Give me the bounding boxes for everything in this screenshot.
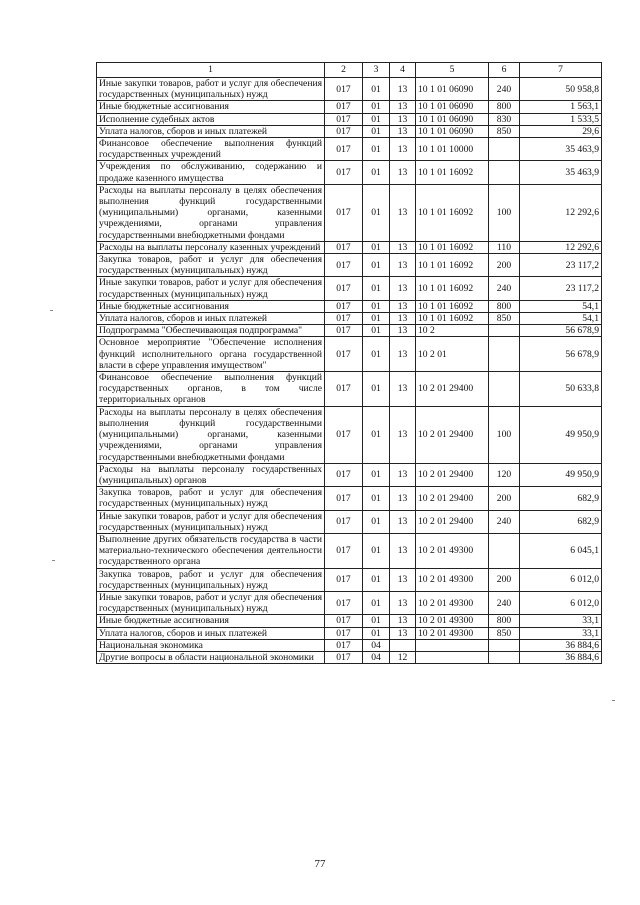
row-target-article: 10 1 01 10000 [416, 138, 489, 161]
row-amount: 1 533,5 [520, 113, 602, 125]
row-subsection: 13 [390, 277, 416, 300]
row-section: 01 [363, 138, 390, 161]
row-code: 017 [325, 313, 363, 325]
table-row [97, 125, 602, 137]
table-body [97, 78, 602, 664]
row-amount: 36 884,6 [520, 651, 602, 663]
row-amount: 12 292,6 [520, 184, 602, 241]
row-expense-type: 830 [489, 113, 520, 125]
row-subsection: 13 [390, 254, 416, 277]
row-expense-type: 240 [489, 78, 520, 101]
row-subsection: 13 [390, 241, 416, 253]
row-amount: 33,1 [520, 627, 602, 639]
row-name: Уплата налогов, сборов и иных платежей [97, 627, 325, 639]
row-subsection [390, 639, 416, 651]
row-amount: 54,1 [520, 300, 602, 312]
row-section: 01 [363, 463, 390, 486]
row-section: 04 [363, 651, 390, 663]
row-code: 017 [325, 651, 363, 663]
row-code: 017 [325, 241, 363, 253]
row-expense-type: 240 [489, 277, 520, 300]
row-target-article [416, 639, 489, 651]
row-name: Закупка товаров, работ и услуг для обеспечения государственных (муниципальных) нужд [97, 568, 325, 591]
row-amount: 54,1 [520, 313, 602, 325]
row-name: Национальная экономика [97, 639, 325, 651]
table-row [97, 184, 602, 241]
row-subsection: 13 [390, 113, 416, 125]
row-section: 04 [363, 639, 390, 651]
row-expense-type [489, 372, 520, 407]
row-amount: 682,9 [520, 487, 602, 510]
table-row [97, 533, 602, 568]
row-expense-type: 850 [489, 627, 520, 639]
row-subsection: 13 [390, 325, 416, 337]
table-row [97, 337, 602, 372]
row-name: Иные бюджетные ассигнования [97, 101, 325, 113]
row-name: Иные закупки товаров, работ и услуг для обеспечения государственных (муниципальных) нужд [97, 277, 325, 300]
row-target-article: 10 2 01 49300 [416, 568, 489, 591]
row-section: 01 [363, 406, 390, 463]
row-section: 01 [363, 300, 390, 312]
row-amount: 29,6 [520, 125, 602, 137]
row-expense-type: 240 [489, 510, 520, 533]
row-expense-type: 100 [489, 406, 520, 463]
row-subsection: 13 [390, 591, 416, 614]
row-expense-type [489, 639, 520, 651]
column-header: 5 [416, 63, 489, 78]
row-name: Расходы на выплаты персоналу в целях обеспечения выполнения функций государственными (муниципальными) органами, казенными учреждениями, органами управления государственными внебюджетными фондами [97, 184, 325, 241]
row-subsection: 13 [390, 627, 416, 639]
row-subsection: 13 [390, 487, 416, 510]
row-amount: 49 950,9 [520, 463, 602, 486]
table-row [97, 78, 602, 101]
row-target-article: 10 1 01 16092 [416, 300, 489, 312]
table-row [97, 463, 602, 486]
row-expense-type [489, 533, 520, 568]
row-amount: 35 463,9 [520, 161, 602, 184]
table-row [97, 591, 602, 614]
row-amount: 56 678,9 [520, 337, 602, 372]
table-row [97, 241, 602, 253]
row-code: 017 [325, 125, 363, 137]
table-header-row [97, 63, 602, 78]
row-amount: 50 958,8 [520, 78, 602, 101]
row-subsection: 12 [390, 651, 416, 663]
row-target-article: 10 2 01 29400 [416, 510, 489, 533]
row-expense-type [489, 337, 520, 372]
row-section: 01 [363, 487, 390, 510]
row-expense-type: 850 [489, 313, 520, 325]
row-expense-type: 110 [489, 241, 520, 253]
row-name: Расходы на выплаты персоналу казенных учреждений [97, 241, 325, 253]
row-expense-type: 100 [489, 184, 520, 241]
row-section: 01 [363, 113, 390, 125]
row-name: Расходы на выплаты персоналу государственных (муниципальных) органов [97, 463, 325, 486]
table-row [97, 300, 602, 312]
row-target-article: 10 2 01 49300 [416, 615, 489, 627]
row-target-article: 10 1 01 16092 [416, 254, 489, 277]
row-expense-type: 800 [489, 300, 520, 312]
row-amount: 682,9 [520, 510, 602, 533]
table-row [97, 568, 602, 591]
row-amount: 1 563,1 [520, 101, 602, 113]
row-code: 017 [325, 533, 363, 568]
row-subsection: 13 [390, 184, 416, 241]
row-target-article: 10 1 01 06090 [416, 78, 489, 101]
row-code: 017 [325, 138, 363, 161]
table-row [97, 254, 602, 277]
row-target-article: 10 2 01 49300 [416, 533, 489, 568]
row-target-article: 10 1 01 16092 [416, 184, 489, 241]
table-row [97, 161, 602, 184]
row-subsection: 13 [390, 406, 416, 463]
row-name: Финансовое обеспечение выполнения функций государственных учреждений [97, 138, 325, 161]
row-amount: 6 045,1 [520, 533, 602, 568]
row-target-article: 10 2 01 29400 [416, 487, 489, 510]
table-row [97, 277, 602, 300]
row-expense-type: 240 [489, 591, 520, 614]
row-name: Финансовое обеспечение выполнения функций государственных органов, в том числе территориальных органов [97, 372, 325, 407]
row-amount: 35 463,9 [520, 138, 602, 161]
row-section: 01 [363, 241, 390, 253]
row-code: 017 [325, 591, 363, 614]
row-name: Подпрограмма "Обеспечивающая подпрограмма" [97, 325, 325, 337]
row-subsection: 13 [390, 313, 416, 325]
column-header: 4 [390, 63, 416, 78]
row-subsection: 13 [390, 138, 416, 161]
row-name: Закупка товаров, работ и услуг для обеспечения государственных (муниципальных) нужд [97, 254, 325, 277]
row-code: 017 [325, 510, 363, 533]
row-name: Иные закупки товаров, работ и услуг для обеспечения государственных (муниципальных) нужд [97, 510, 325, 533]
row-subsection: 13 [390, 372, 416, 407]
row-target-article: 10 2 01 29400 [416, 463, 489, 486]
row-name: Уплата налогов, сборов и иных платежей [97, 125, 325, 137]
row-target-article: 10 1 01 16092 [416, 277, 489, 300]
row-section: 01 [363, 277, 390, 300]
row-name: Иные закупки товаров, работ и услуг для обеспечения государственных (муниципальных) нужд [97, 78, 325, 101]
row-target-article: 10 1 01 06090 [416, 113, 489, 125]
row-target-article: 10 2 01 49300 [416, 627, 489, 639]
row-section: 01 [363, 372, 390, 407]
budget-table [96, 62, 602, 664]
row-name: Другие вопросы в области национальной экономики [97, 651, 325, 663]
row-name: Иные бюджетные ассигнования [97, 615, 325, 627]
row-code: 017 [325, 78, 363, 101]
row-target-article: 10 2 01 [416, 337, 489, 372]
row-amount: 6 012,0 [520, 568, 602, 591]
row-target-article: 10 2 01 29400 [416, 372, 489, 407]
column-header: 3 [363, 63, 390, 78]
table-row [97, 651, 602, 663]
row-code: 017 [325, 254, 363, 277]
scan-speck [50, 310, 53, 311]
row-section: 01 [363, 78, 390, 101]
row-target-article: 10 1 01 06090 [416, 101, 489, 113]
row-section: 01 [363, 337, 390, 372]
table-row [97, 639, 602, 651]
row-section: 01 [363, 568, 390, 591]
row-amount: 50 633,8 [520, 372, 602, 407]
row-target-article: 10 2 01 49300 [416, 591, 489, 614]
row-subsection: 13 [390, 78, 416, 101]
row-section: 01 [363, 313, 390, 325]
row-name: Расходы на выплаты персоналу в целях обеспечения выполнения функций государственными (муниципальными) органами, казенными учреждениями, органами управления государственными внебюджетными фондами [97, 406, 325, 463]
row-amount: 6 012,0 [520, 591, 602, 614]
row-amount: 56 678,9 [520, 325, 602, 337]
row-code: 017 [325, 406, 363, 463]
row-section: 01 [363, 325, 390, 337]
row-amount: 23 117,2 [520, 254, 602, 277]
column-header: 1 [97, 63, 325, 78]
row-subsection: 13 [390, 568, 416, 591]
table-row [97, 487, 602, 510]
row-subsection: 13 [390, 337, 416, 372]
row-target-article: 10 1 01 16092 [416, 313, 489, 325]
row-amount: 49 950,9 [520, 406, 602, 463]
row-subsection: 13 [390, 615, 416, 627]
scan-speck [612, 700, 615, 701]
row-section: 01 [363, 254, 390, 277]
row-code: 017 [325, 627, 363, 639]
row-target-article: 10 1 01 16092 [416, 161, 489, 184]
row-section: 01 [363, 101, 390, 113]
row-subsection: 13 [390, 510, 416, 533]
row-subsection: 13 [390, 161, 416, 184]
table-row [97, 313, 602, 325]
row-expense-type: 800 [489, 101, 520, 113]
table-row [97, 406, 602, 463]
row-code: 017 [325, 337, 363, 372]
row-target-article: 10 2 [416, 325, 489, 337]
row-code: 017 [325, 372, 363, 407]
row-name: Выполнение других обязательств государства в части материально-технического обеспечения деятельности государственного органа [97, 533, 325, 568]
row-expense-type [489, 651, 520, 663]
row-target-article: 10 2 01 29400 [416, 406, 489, 463]
row-section: 01 [363, 533, 390, 568]
row-code: 017 [325, 568, 363, 591]
row-amount: 33,1 [520, 615, 602, 627]
row-expense-type [489, 138, 520, 161]
row-section: 01 [363, 591, 390, 614]
row-code: 017 [325, 300, 363, 312]
row-code: 017 [325, 615, 363, 627]
row-section: 01 [363, 615, 390, 627]
row-code: 017 [325, 184, 363, 241]
row-expense-type: 850 [489, 125, 520, 137]
table-row [97, 510, 602, 533]
row-section: 01 [363, 510, 390, 533]
column-header: 2 [325, 63, 363, 78]
column-header: 6 [489, 63, 520, 78]
row-target-article [416, 651, 489, 663]
row-expense-type [489, 161, 520, 184]
row-code: 017 [325, 325, 363, 337]
row-name: Закупка товаров, работ и услуг для обеспечения государственных (муниципальных) нужд [97, 487, 325, 510]
row-subsection: 13 [390, 300, 416, 312]
row-code: 017 [325, 487, 363, 510]
table-row [97, 325, 602, 337]
table-row [97, 372, 602, 407]
row-section: 01 [363, 161, 390, 184]
row-expense-type: 200 [489, 254, 520, 277]
scan-speck [52, 560, 55, 561]
row-expense-type: 120 [489, 463, 520, 486]
row-amount: 36 884,6 [520, 639, 602, 651]
row-section: 01 [363, 184, 390, 241]
row-subsection: 13 [390, 533, 416, 568]
row-amount: 12 292,6 [520, 241, 602, 253]
row-name: Иные закупки товаров, работ и услуг для обеспечения государственных (муниципальных) нужд [97, 591, 325, 614]
row-subsection: 13 [390, 463, 416, 486]
row-code: 017 [325, 463, 363, 486]
row-code: 017 [325, 639, 363, 651]
row-code: 017 [325, 101, 363, 113]
row-target-article: 10 1 01 06090 [416, 125, 489, 137]
row-expense-type [489, 325, 520, 337]
row-subsection: 13 [390, 125, 416, 137]
table-row [97, 627, 602, 639]
row-name: Исполнение судебных актов [97, 113, 325, 125]
table-row [97, 138, 602, 161]
row-code: 017 [325, 277, 363, 300]
page-number: 77 [314, 858, 326, 870]
row-expense-type: 200 [489, 568, 520, 591]
row-name: Иные бюджетные ассигнования [97, 300, 325, 312]
table-row [97, 101, 602, 113]
row-code: 017 [325, 113, 363, 125]
row-code: 017 [325, 161, 363, 184]
table-row [97, 113, 602, 125]
row-amount: 23 117,2 [520, 277, 602, 300]
column-header: 7 [520, 63, 602, 78]
row-name: Учреждения по обслуживанию, содержанию и продаже казенного имущества [97, 161, 325, 184]
row-section: 01 [363, 627, 390, 639]
row-target-article: 10 1 01 16092 [416, 241, 489, 253]
table-row [97, 615, 602, 627]
row-name: Уплата налогов, сборов и иных платежей [97, 313, 325, 325]
row-expense-type: 200 [489, 487, 520, 510]
row-expense-type: 800 [489, 615, 520, 627]
row-section: 01 [363, 125, 390, 137]
row-name: Основное мероприятие "Обеспечение исполнения функций исполнительного органа государственной власти в сфере управления имуществом" [97, 337, 325, 372]
row-subsection: 13 [390, 101, 416, 113]
